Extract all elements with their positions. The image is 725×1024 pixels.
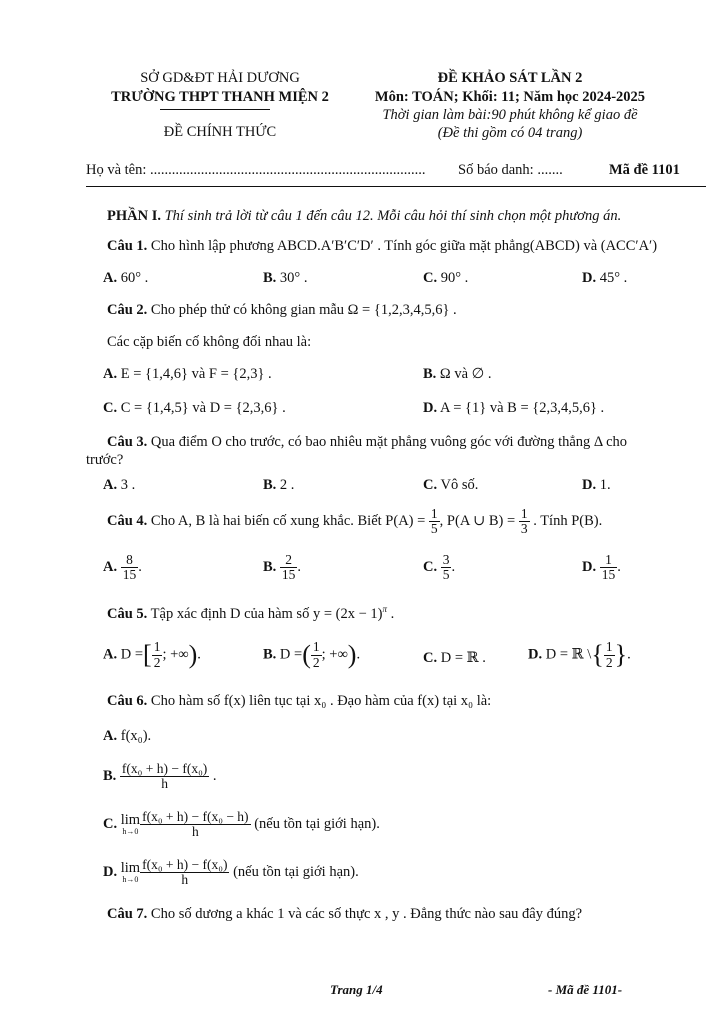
q2-option-a: A. E = {1,4,6} và F = {2,3} . — [103, 366, 272, 382]
q5-exponent: π — [382, 604, 387, 614]
question-2 — [107, 302, 457, 319]
q2-option-d: D. A = {1} và B = {2,3,4,5,6} . — [423, 400, 605, 416]
student-id-field: Số báo danh: ....... — [458, 162, 563, 178]
q6-label: Câu 6. — [107, 693, 148, 709]
exam-title: ĐỀ KHẢO SÁT LẦN 2 — [437, 70, 583, 86]
subject-line: Môn: TOÁN; Khối: 11; Năm học 2024-2025 — [374, 89, 646, 105]
q7-label: Câu 7. — [107, 906, 148, 922]
student-name-field: Họ và tên: ............................................................................ — [86, 162, 426, 178]
q4-text-b: , P(A ∪ B) = — [439, 513, 516, 529]
q5-option-b: B. D =( $\frac{1}{2}$ ; +∞). — [263, 639, 361, 670]
q4-option-c: C. $\frac{3}{5}$ . — [423, 552, 456, 583]
q7-text: Cho số dương a khác 1 và các số thực x , y . Đẳng thức nào sau đây đúng? — [150, 906, 583, 922]
q3-option-d: D. 1. — [582, 477, 611, 493]
q4-fraction-pa: $\frac{1}{5}$ — [430, 506, 438, 537]
q6-option-c: C. lim h→0 $\frac{\text{f(x₀ + h) − f(x₀ − h)}}{h}$ (nếu tồn tại giới hạn). — [103, 809, 380, 840]
q2-option-c: C. C = {1,4,5} và D = {2,3,6} . — [103, 400, 286, 416]
q1-text: Cho hình lập phương ABCD.A′B′C′D′ . Tính góc giữa mặt phẳng(ABCD) và (ACC′A′) — [150, 238, 658, 254]
question-4 — [107, 507, 602, 536]
q4-option-a: A. $\frac{8}{15}$ . — [103, 552, 142, 583]
info-rule — [86, 186, 706, 187]
q4-fraction-pab: $\frac{1}{3}$ — [520, 506, 528, 537]
q2-subtext: Các cặp biến cố không đối nhau là: — [107, 334, 312, 350]
question-6 — [107, 693, 491, 710]
q5-label: Câu 5. — [107, 605, 148, 622]
q4-text-a: Cho A, B là hai biến cố xung khắc. Biết P(A) = — [150, 513, 426, 529]
question-1 — [107, 238, 657, 255]
part1-heading — [107, 208, 621, 225]
department-name: SỞ GD&ĐT HẢI DƯƠNG — [140, 70, 300, 86]
school-name: TRƯỜNG THPT THANH MIỆN 2 — [111, 89, 329, 105]
q1-option-c: C. 90° . — [423, 270, 469, 286]
q4-text-c: . Tính P(B). — [533, 513, 603, 529]
q3-option-a: A. 3 . — [103, 477, 136, 493]
school-underline — [160, 109, 270, 110]
q2-label: Câu 2. — [107, 302, 148, 318]
q4-label: Câu 4. — [107, 513, 148, 529]
q1-option-d: D. 45° . — [582, 270, 628, 286]
q5-option-c: C. D = ℝ . — [423, 650, 486, 666]
q6-text: Cho hàm số f(x) liên tục tại x₀ . Đạo hàm của f(x) tại x₀ là: — [150, 693, 492, 709]
pages-line: (Đề thi gồm có 04 trang) — [437, 125, 583, 141]
q3-label: Câu 3. — [107, 434, 148, 450]
part1-instruction: Thí sinh trả lời từ câu 1 đến câu 12. Mỗi câu hỏi thí sinh chọn một phương án. — [164, 208, 622, 224]
q6-option-a: A. f(x₀). — [103, 728, 152, 744]
exam-code: Mã đề 1101 — [609, 162, 680, 178]
footer-exam-code: - Mã đề 1101- — [548, 982, 623, 997]
question-3 — [107, 434, 627, 451]
part1-title: PHẦN I. — [107, 208, 161, 224]
q1-label: Câu 1. — [107, 238, 148, 254]
q5-option-d: D. D = ℝ \{ $\frac{1}{2}$ }. — [528, 639, 631, 670]
q2-text: Cho phép thử có không gian mẫu Ω = {1,2,3,4,5,6} . — [150, 302, 457, 318]
question-7 — [107, 906, 582, 923]
q3-text-cont: trước? — [86, 452, 124, 468]
q5-option-a: A. D =[ $\frac{1}{2}$ ; +∞). — [103, 639, 201, 670]
q1-option-a: A. 60° . — [103, 270, 149, 286]
q4-option-b: B. $\frac{2}{15}$ . — [263, 552, 302, 583]
q4-option-d: D. $\frac{1}{15}$ . — [582, 552, 621, 583]
official-label: ĐỀ CHÍNH THỨC — [163, 124, 277, 140]
page-number: Trang 1/4 — [330, 982, 383, 997]
q5-text: Tập xác định D của hàm số y = (2x − 1) — [150, 605, 383, 622]
q6-option-d: D. lim h→0 $\frac{\text{f(x₀ + h) − f(x₀)}}{h}$ (nếu tồn tại giới hạn). — [103, 857, 359, 888]
q3-option-c: C. Vô số. — [423, 477, 479, 493]
q6-option-b: B. $\frac{\text{f(x₀ + h) − f(x₀)}}{h}$ . — [103, 761, 217, 792]
q3-option-b: B. 2 . — [263, 477, 295, 493]
time-line: Thời gian làm bài:90 phút không kể giao đề — [382, 107, 638, 123]
q1-option-b: B. 30° . — [263, 270, 308, 286]
question-5: Câu 5. Tập xác định D của hàm số $y = (2x - 1)^\pi$ . — [107, 604, 395, 622]
q3-text: Qua điểm O cho trước, có bao nhiêu mặt phẳng vuông góc với đường thẳng Δ cho — [150, 434, 628, 450]
q2-option-b: B. Ω và ∅ . — [423, 366, 492, 382]
